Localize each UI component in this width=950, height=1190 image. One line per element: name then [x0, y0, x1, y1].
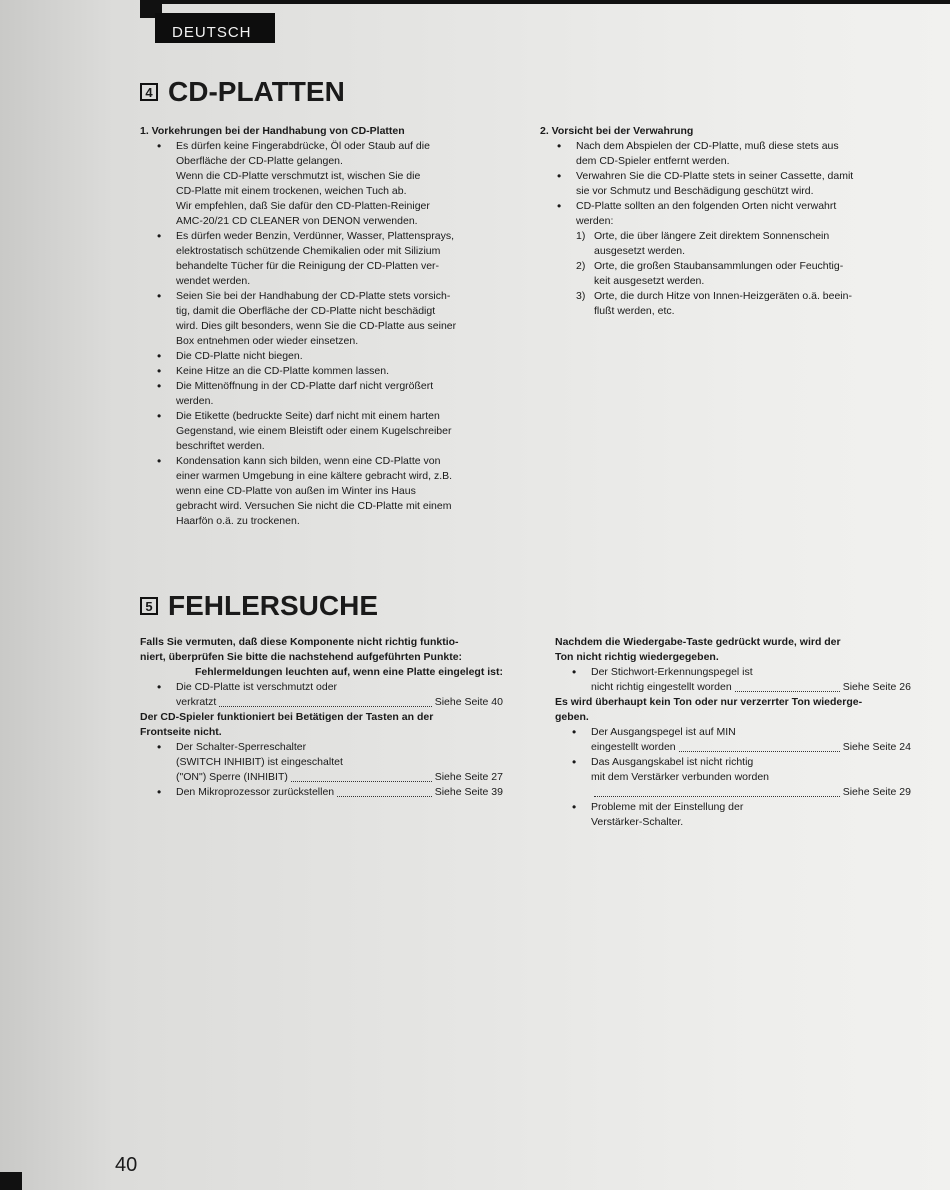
- numbered-item: [576, 259, 914, 289]
- sound-heading: Ton nicht richtig wiedergegeben.: [555, 651, 719, 663]
- item-line: • Der Schalter-Sperreschalter: [176, 741, 307, 753]
- page-ref: Siehe Seite 39: [434, 786, 503, 798]
- list-item: [540, 199, 914, 229]
- page-ref-line: [591, 680, 911, 695]
- dot-leader: [337, 796, 432, 797]
- page-ref: Siehe Seite 29: [842, 786, 911, 798]
- list-item: [140, 229, 506, 289]
- list-item: [140, 349, 506, 364]
- item-line: • Seien Sie bei der Handhabung der CD-Platte stets vorsich-: [176, 290, 451, 302]
- list-item: [555, 755, 911, 800]
- page-ref-line: [176, 695, 503, 710]
- item-number: 2): [576, 260, 586, 272]
- handling-heading: 1. Vorkehrungen bei der Handhabung von CD-Platten: [140, 125, 405, 137]
- page-ref: Siehe Seite 27: [434, 771, 503, 783]
- item-line: • Probleme mit der Einstellung der: [591, 801, 744, 813]
- intro-line: Falls Sie vermuten, daß diese Komponente nicht richtig funktio-: [140, 636, 459, 648]
- item-line: • Verwahren Sie die CD-Platte stets in seiner Cassette, damit: [576, 170, 854, 182]
- item-line: Orte, die durch Hitze von Innen-Heizgeräten o.ä. beein-: [594, 290, 852, 302]
- handling-list: [140, 139, 506, 529]
- sound-heading: Nachdem die Wiedergabe-Taste gedrückt wurde, wird der: [555, 636, 841, 648]
- item-line: nicht richtig eingestellt worden: [591, 681, 732, 693]
- storage-heading: 2. Vorsicht bei der Verwahrung: [540, 125, 694, 137]
- handling-column: [140, 124, 506, 529]
- item-line: mit dem Verstärker verbunden worden: [591, 771, 770, 783]
- dot-leader: [291, 781, 432, 782]
- section-number-box: 5: [140, 597, 158, 615]
- no-sound-heading: geben.: [555, 711, 589, 723]
- list-item: [140, 680, 503, 710]
- list-item: [140, 289, 506, 349]
- page-ref: Siehe Seite 40: [434, 696, 503, 708]
- list-item: [140, 740, 503, 785]
- item-line: Wir empfehlen, daß Sie dafür den CD-Platten-Reiniger: [176, 200, 430, 212]
- item-line: verkratzt: [176, 696, 217, 708]
- page-ref-line: [591, 785, 911, 800]
- list-item: [555, 800, 911, 830]
- language-tab: DEUTSCH: [155, 13, 275, 43]
- item-line: beschriftet werden.: [176, 440, 265, 452]
- item-line: • Der Ausgangspegel ist auf MIN: [591, 726, 736, 738]
- item-line: Verstärker-Schalter.: [591, 816, 684, 828]
- list-item: [540, 139, 914, 169]
- item-line: (SWITCH INHIBIT) ist eingeschaltet: [176, 756, 343, 768]
- dot-leader: [735, 691, 840, 692]
- item-line: gebracht wird. Versuchen Sie nicht die CD-Platte mit einem: [176, 500, 452, 512]
- item-line: Orte, die über längere Zeit direktem Sonnenschein: [594, 230, 830, 242]
- item-line: • Die CD-Platte ist verschmutzt oder: [176, 681, 338, 693]
- item-line: wendet werden.: [176, 275, 251, 287]
- buttons-heading: Frontseite nicht.: [140, 726, 222, 738]
- item-line: Gegenstand, wie einem Bleistift oder einem Kugelschreiber: [176, 425, 452, 437]
- no-sound-list: [555, 725, 911, 830]
- item-line: dem CD-Spieler entfernt werden.: [576, 155, 730, 167]
- item-line: wird. Dies gilt besonders, wenn Sie die CD-Platte aus seiner: [176, 320, 457, 332]
- page-ref-line: [176, 785, 503, 800]
- buttons-heading: Der CD-Spieler funktioniert bei Betätigen der Tasten an der: [140, 711, 434, 723]
- item-line: • Der Stichwort-Erkennungspegel ist: [591, 666, 753, 678]
- item-line: Wenn die CD-Platte verschmutzt ist, wischen Sie die: [176, 170, 421, 182]
- storage-list: [540, 139, 914, 229]
- error-list: [140, 680, 503, 710]
- troubleshoot-left-column: [140, 635, 503, 800]
- item-number: 3): [576, 290, 586, 302]
- dot-leader: [679, 751, 840, 752]
- item-line: tig, damit die Oberfläche der CD-Platte nicht beschädigt: [176, 305, 436, 317]
- item-line: • Die CD-Platte nicht biegen.: [176, 350, 303, 362]
- item-line: AMC-20/21 CD CLEANER von DENON verwenden.: [176, 215, 418, 227]
- list-item: [140, 139, 506, 229]
- edge-mark: [0, 1172, 22, 1190]
- item-line: • Nach dem Abspielen der CD-Platte, muß diese stets aus: [576, 140, 839, 152]
- item-line: Oberfläche der CD-Platte gelangen.: [176, 155, 343, 167]
- item-line: elektrostatisch schützende Chemikalien oder mit Silizium: [176, 245, 441, 257]
- item-line: eingestellt worden: [591, 741, 676, 753]
- list-item: [140, 379, 506, 409]
- list-item: [140, 409, 506, 454]
- list-item: [140, 785, 503, 800]
- item-line: • CD-Platte sollten an den folgenden Orten nicht verwahrt: [576, 200, 837, 212]
- numbered-item: [576, 229, 914, 259]
- top-rule: [140, 0, 950, 4]
- item-line: • Die Mittenöffnung in der CD-Platte darf nicht vergrößert: [176, 380, 434, 392]
- troubleshoot-right-column: [555, 635, 911, 830]
- sound-list: [555, 665, 911, 695]
- item-line: keit ausgesetzt werden.: [594, 275, 705, 287]
- page-ref-line: [176, 770, 503, 785]
- section-title: FEHLERSUCHE: [168, 590, 379, 621]
- item-line: werden:: [576, 215, 614, 227]
- list-item: [540, 169, 914, 199]
- item-line: • Den Mikroprozessor zurückstellen: [176, 786, 335, 798]
- storage-places-list: [540, 229, 914, 319]
- item-line: CD-Platte mit einem trockenen, weichen Tuch ab.: [176, 185, 407, 197]
- numbered-item: [576, 289, 914, 319]
- no-sound-heading: Es wird überhaupt kein Ton oder nur verzerrter Ton wiederge-: [555, 696, 863, 708]
- list-item: [555, 725, 911, 755]
- item-line: ("ON") Sperre (INHIBIT): [176, 771, 288, 783]
- list-item: [555, 665, 911, 695]
- intro-line: niert, überprüfen Sie bitte die nachstehend aufgeführten Punkte:: [140, 651, 463, 663]
- item-number: 1): [576, 230, 586, 242]
- page-number: 40: [115, 1154, 138, 1176]
- item-line: werden.: [176, 395, 214, 407]
- error-heading: Fehlermeldungen leuchten auf, wenn eine Platte eingelegt ist:: [194, 666, 503, 678]
- item-line: flußt werden, etc.: [594, 305, 675, 317]
- buttons-list: [140, 740, 503, 800]
- list-item: [140, 364, 506, 379]
- page-ref: Siehe Seite 26: [842, 681, 911, 693]
- page-ref-line: [591, 740, 911, 755]
- page-ref: Siehe Seite 24: [842, 741, 911, 753]
- section-5-heading: [140, 590, 378, 622]
- section-number-box: 4: [140, 83, 158, 101]
- item-line: Box entnehmen oder wieder einsetzen.: [176, 335, 359, 347]
- item-line: • Die Etikette (bedruckte Seite) darf nicht mit einem harten: [176, 410, 440, 422]
- list-item: [140, 454, 506, 529]
- item-line: • Keine Hitze an die CD-Platte kommen lassen.: [176, 365, 390, 377]
- section-title: CD-PLATTEN: [168, 76, 345, 107]
- section-4-heading: [140, 76, 345, 108]
- storage-column: [540, 124, 914, 319]
- item-line: • Das Ausgangskabel ist nicht richtig: [591, 756, 754, 768]
- item-line: einer warmen Umgebung in eine kältere gebracht wird, z.B.: [176, 470, 453, 482]
- item-line: • Es dürfen weder Benzin, Verdünner, Wasser, Plattensprays,: [176, 230, 455, 242]
- item-line: Haarfön o.ä. zu trockenen.: [176, 515, 300, 527]
- item-line: sie vor Schmutz und Beschädigung geschützt wird.: [576, 185, 814, 197]
- item-line: • Es dürfen keine Fingerabdrücke, Öl oder Staub auf die: [176, 140, 430, 152]
- item-line: Orte, die großen Staubansammlungen oder Feuchtig-: [594, 260, 844, 272]
- dot-leader: [594, 796, 840, 797]
- item-line: • Kondensation kann sich bilden, wenn eine CD-Platte von: [176, 455, 441, 467]
- item-line: wenn eine CD-Platte von außen im Winter ins Haus: [176, 485, 416, 497]
- dot-leader: [219, 706, 431, 707]
- item-line: ausgesetzt werden.: [594, 245, 686, 257]
- item-line: behandelte Tücher für die Reinigung der CD-Platten ver-: [176, 260, 440, 272]
